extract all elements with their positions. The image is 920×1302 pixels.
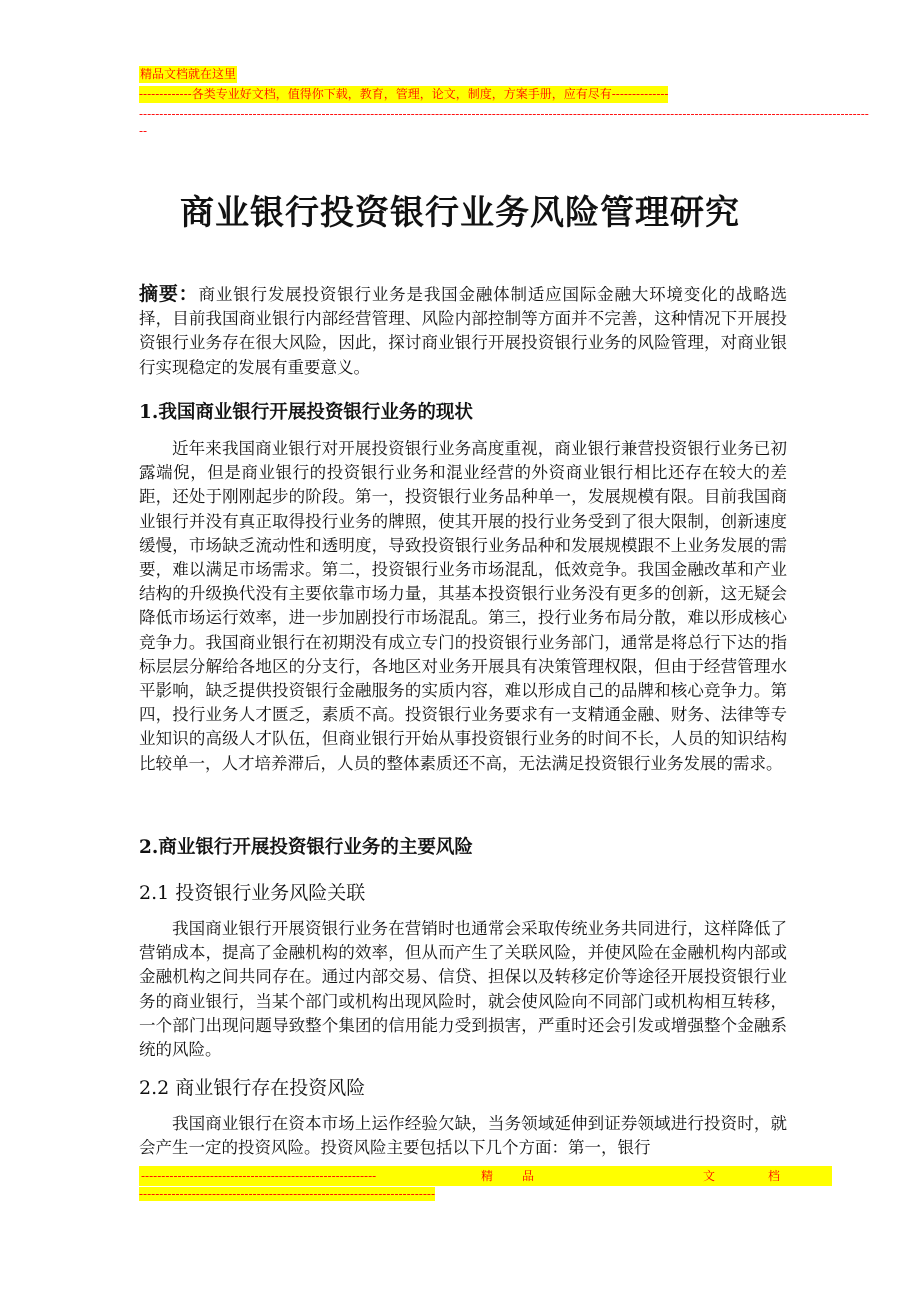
header-line-1: 精品文档就在这里 <box>140 67 237 81</box>
abstract <box>139 282 787 380</box>
section-2-heading: 2.商业银行开展投资银行业务的主要风险 <box>139 837 473 858</box>
header-line-4: -- <box>139 124 148 138</box>
abstract-label: 摘要： <box>139 283 199 305</box>
subsection-2-1-heading: 2.1 投资银行业务风险关联 <box>139 882 366 904</box>
header-line-2: -------------各类专业好文档，值得你下载，教育，管理，论文，制度，方案手册，应有尽有-------------- <box>139 87 669 101</box>
document-title: 商业银行投资银行业务风险管理研究 <box>180 193 740 233</box>
footer-char-2: 品 <box>522 1169 535 1183</box>
footer-char-1: 精 <box>481 1169 494 1183</box>
footer-line-2: ------------------------------------------------------------------------- <box>139 1187 435 1201</box>
footer-char-4: 档 <box>768 1169 781 1183</box>
section-1-heading: 1.我国商业银行开展投资银行业务的现状 <box>139 402 473 423</box>
footer-bar <box>139 1166 832 1186</box>
header-line-3: ------------------------------------------------------------------------------------------------------------------------------------------------------------------------------------ <box>139 107 869 121</box>
subsection-2-2-text: 我国商业银行在资本市场上运作经验欠缺，当务领域延伸到证券领域进行投资时，就会产生一定的投资风险。投资风险主要包括以下几个方面：第一，银行 <box>139 1114 787 1158</box>
footer-dashes: ---------------------------------------------------------- <box>141 1169 377 1183</box>
footer-char-3: 文 <box>703 1169 716 1183</box>
abstract-text: 商业银行发展投资银行业务是我国金融体制适应国际金融大环境变化的战略选择，目前我国商业银行内部经营管理、风险内部控制等方面并不完善，这种情况下开展投资银行业务存在很大风险，因此，探讨商业银行开展投资银行业务的风险管理，对商业银行实现稳定的发展有重要意义。 <box>139 285 787 377</box>
subsection-2-1-text: 我国商业银行开展资银行业务在营销时也通常会采取传统业务共同进行，这样降低了营销成本，提高了金融机构的效率，但从而产生了关联风险，并使风险在金融机构内部或金融机构之间共同存在。通过内部交易、信贷、担保以及转移定价等途径开展投资银行业务的商业银行，当某个部门或机构出现风险时，就会使风险向不同部门或机构相互转移，一个部门出现问题导致整个集团的信用能力受到损害，严重时还会引发或增强整个金融系统的风险。 <box>139 919 787 1060</box>
subsection-2-2-heading: 2.2 商业银行存在投资风险 <box>139 1077 366 1099</box>
section-1-text: 近年来我国商业银行对开展投资银行业务高度重视，商业银行兼营投资银行业务已初露端倪，但是商业银行的投资银行业务和混业经营的外资商业银行相比还存在较大的差距，还处于刚刚起步的阶段。第一，投资银行业务品种单一，发展规模有限。目前我国商业银行并没有真正取得投行业务的牌照，使其开展的投行业务受到了很大限制，创新速度缓慢，市场缺乏流动性和透明度，导致投资银行业务品种和发展规模跟不上业务发展的需要，难以满足市场需求。第二，投资银行业务市场混乱，低效竞争。我国金融改革和产业结构的升级换代没有主要依靠市场力量，其基本投资银行业务没有更多的创新，这无疑会降低市场运行效率，进一步加剧投行市场混乱。第三，投行业务布局分散，难以形成核心竞争力。我国商业银行在初期没有成立专门的投资银行业务部门，通常是将总行下达的指标层层分解给各地区的分支行，各地区对业务开展具有决策管理权限，但由于经营管理水平影响，缺乏提供投资银行金融服务的实质内容，难以形成自己的品牌和核心竞争力。第四，投行业务人才匮乏，素质不高。投资银行业务要求有一支精通金融、财务、法律等专业知识的高级人才队伍，但商业银行开始从事投资银行业务的时间不长，人员的知识结构比较单一，人才培养滞后，人员的整体素质还不高，无法满足投资银行业务发展的需求。 <box>139 439 787 773</box>
